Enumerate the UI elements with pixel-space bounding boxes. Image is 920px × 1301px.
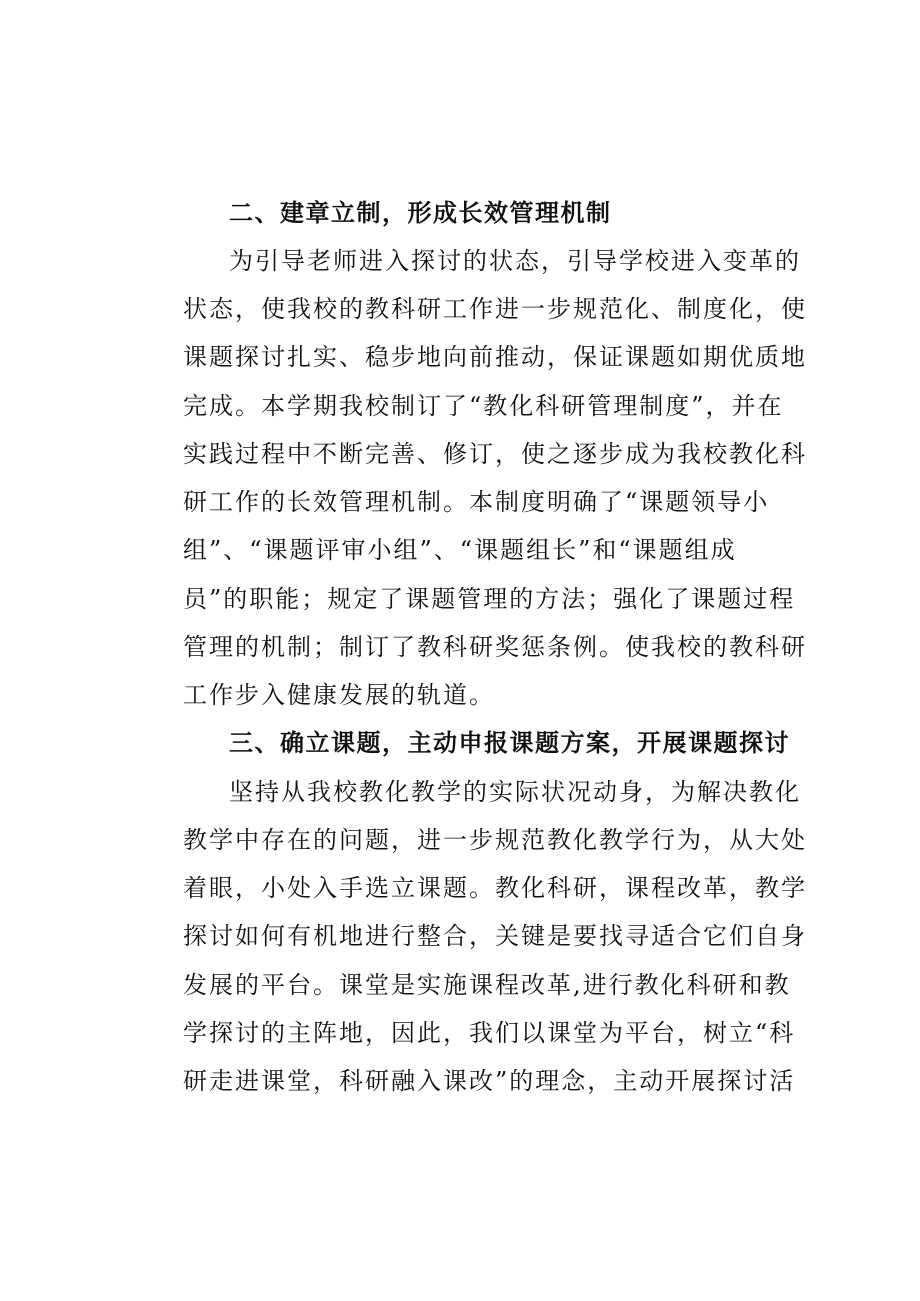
paragraph-line: 课题探讨扎实、稳步地向前推动，保证课题如期优质地	[183, 343, 807, 371]
paragraph-line: 研工作的长效管理机制。本制度明确了“课题领导小	[183, 488, 770, 516]
paragraph-line: 员”的职能；规定了课题管理的方法；强化了课题过程	[183, 585, 796, 613]
paragraph-line: 教学中存在的问题，进一步规范教化教学行为，从大处	[183, 826, 807, 854]
paragraph-line: 管理的机制；制订了教科研奖惩条例。使我校的教科研	[183, 633, 807, 661]
paragraph-line: 学探讨的主阵地，因此，我们以课堂为平台，树立“科	[183, 1019, 796, 1047]
section-heading-2: 二、建章立制，形成长效管理机制	[229, 199, 612, 227]
paragraph-line: 为引导老师进入探讨的状态，引导学校进入变革的	[229, 247, 801, 275]
paragraph-line: 状态，使我校的教科研工作进一步规范化、制度化，使	[183, 295, 807, 323]
paragraph-line: 研走进课堂，科研融入课改”的理念，主动开展探讨活	[183, 1067, 796, 1095]
paragraph-line: 发展的平台。课堂是实施课程改革,进行教化科研和教	[183, 971, 791, 999]
paragraph-line: 工作步入健康发展的轨道。	[183, 681, 495, 709]
paragraph-line: 完成。本学期我校制订了“教化科研管理制度”，并在	[183, 392, 784, 420]
section-heading-3: 三、确立课题，主动申报课题方案，开展课题探讨	[229, 729, 790, 757]
paragraph-line: 着眼，小处入手选立课题。教化科研，课程改革，教学	[183, 874, 807, 902]
paragraph-line: 探讨如何有机地进行整合，关键是要找寻适合它们自身	[183, 922, 807, 950]
paragraph-line: 组”、“课题评审小组”、“课题组长”和“课题组成	[183, 536, 737, 564]
paragraph-line: 坚持从我校教化教学的实际状况动身，为解决教化	[229, 778, 801, 806]
paragraph-line: 实践过程中不断完善、修订，使之逐步成为我校教化科	[183, 440, 807, 468]
